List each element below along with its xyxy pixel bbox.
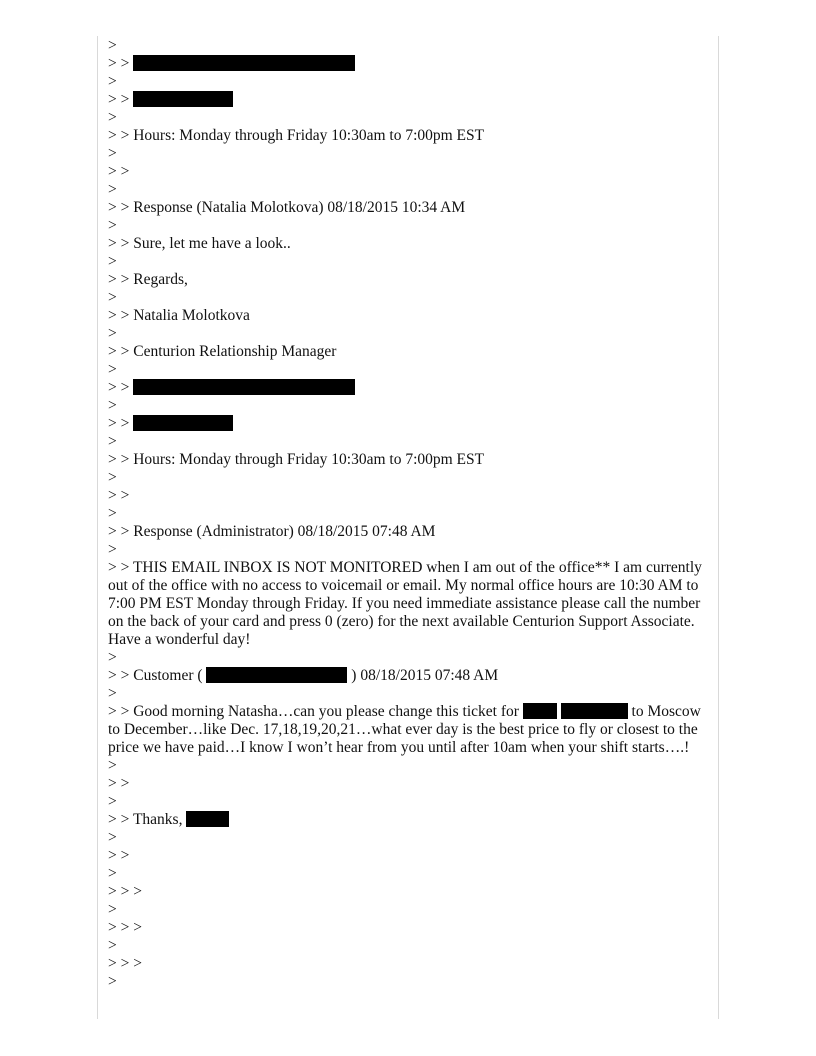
redacted-email-line — [108, 379, 708, 397]
thanks-text: > > Thanks, — [108, 811, 183, 828]
customer-message-start: > > Good morning Natasha…can you please change this ticket for — [108, 703, 519, 720]
quote-line: > > — [108, 487, 130, 504]
quote-line: > — [108, 793, 117, 810]
customer-suffix: ) 08/18/2015 07:48 AM — [351, 667, 499, 684]
quote-line: > > — [108, 847, 130, 864]
customer-message — [108, 703, 708, 757]
quote-line: > — [108, 109, 117, 126]
quote-line: > — [108, 505, 117, 522]
response-header-natalia: > > Response (Natalia Molotkova) 08/18/2015 10:34 AM — [108, 199, 466, 216]
quote-line: > — [108, 325, 117, 342]
quote-line: > — [108, 901, 117, 918]
redaction-box — [133, 379, 355, 395]
signature-name: > > Natalia Molotkova — [108, 307, 250, 324]
redaction-box — [561, 703, 628, 719]
page-border-left — [97, 36, 98, 1019]
customer-message-to: to — [631, 703, 644, 720]
quote-line: > > — [108, 775, 130, 792]
redacted-email-line — [108, 55, 708, 73]
quote-line: > — [108, 937, 117, 954]
thanks-line — [108, 811, 708, 829]
quote-line: > > > — [108, 955, 142, 972]
quote-line: > — [108, 73, 117, 90]
quote-line: > — [108, 829, 117, 846]
admin-message: > > THIS EMAIL INBOX IS NOT MONITORED when I am out of the office** I am currently out of the office with no access to voicemail or email. My normal office hours are 10:30 AM to 7:00 PM EST Monday through Friday. If you need immediate assistance please call the number on the back of your card and press 0 (zero) for the next available Centurion Support Associate. Have a wonderful day! — [108, 559, 702, 648]
redaction-box — [206, 667, 347, 683]
page-border-right — [718, 36, 719, 1019]
redacted-phone-line — [108, 91, 708, 109]
quote-line: > — [108, 289, 117, 306]
email-thread — [108, 37, 708, 991]
quote-line: > — [108, 37, 117, 54]
customer-message-rest: Moscow to December…like Dec. 17,18,19,20,21…what ever day is the best price to fly or closest to the price we have paid…I know I won’t hear from you until after 10am when your shift starts….! — [108, 703, 701, 756]
signature-title: > > Centurion Relationship Manager — [108, 343, 337, 360]
redaction-box — [133, 91, 233, 107]
quote-line: > — [108, 145, 117, 162]
quote-marker: > > — [108, 379, 130, 396]
redacted-phone-line — [108, 415, 708, 433]
response-header-admin: > > Response (Administrator) 08/18/2015 07:48 AM — [108, 523, 436, 540]
redaction-box — [133, 55, 355, 71]
quote-line: > — [108, 181, 117, 198]
quote-line: > — [108, 649, 117, 666]
redaction-box — [186, 811, 229, 827]
quote-line: > > — [108, 163, 130, 180]
hours-line: > > Hours: Monday through Friday 10:30am to 7:00pm EST — [108, 451, 485, 468]
customer-prefix: > > Customer ( — [108, 667, 203, 684]
quote-line: > — [108, 685, 117, 702]
quote-line: > > > — [108, 919, 142, 936]
quote-line: > — [108, 973, 117, 990]
quote-line: > — [108, 757, 117, 774]
quote-marker: > > — [108, 415, 130, 432]
regards-line: > > Regards, — [108, 271, 188, 288]
quote-line: > — [108, 469, 117, 486]
redaction-box — [133, 415, 233, 431]
redaction-box — [523, 703, 557, 719]
quote-line: > — [108, 217, 117, 234]
quote-line: > > > — [108, 883, 142, 900]
quote-line: > — [108, 397, 117, 414]
quote-line: > — [108, 865, 117, 882]
quote-line: > — [108, 541, 117, 558]
quote-marker: > > — [108, 91, 130, 108]
sure-line: > > Sure, let me have a look.. — [108, 235, 291, 252]
quote-marker: > > — [108, 55, 130, 72]
customer-header — [108, 667, 708, 685]
quote-line: > — [108, 361, 117, 378]
quote-line: > — [108, 253, 117, 270]
hours-line: > > Hours: Monday through Friday 10:30am to 7:00pm EST — [108, 127, 485, 144]
quote-line: > — [108, 433, 117, 450]
